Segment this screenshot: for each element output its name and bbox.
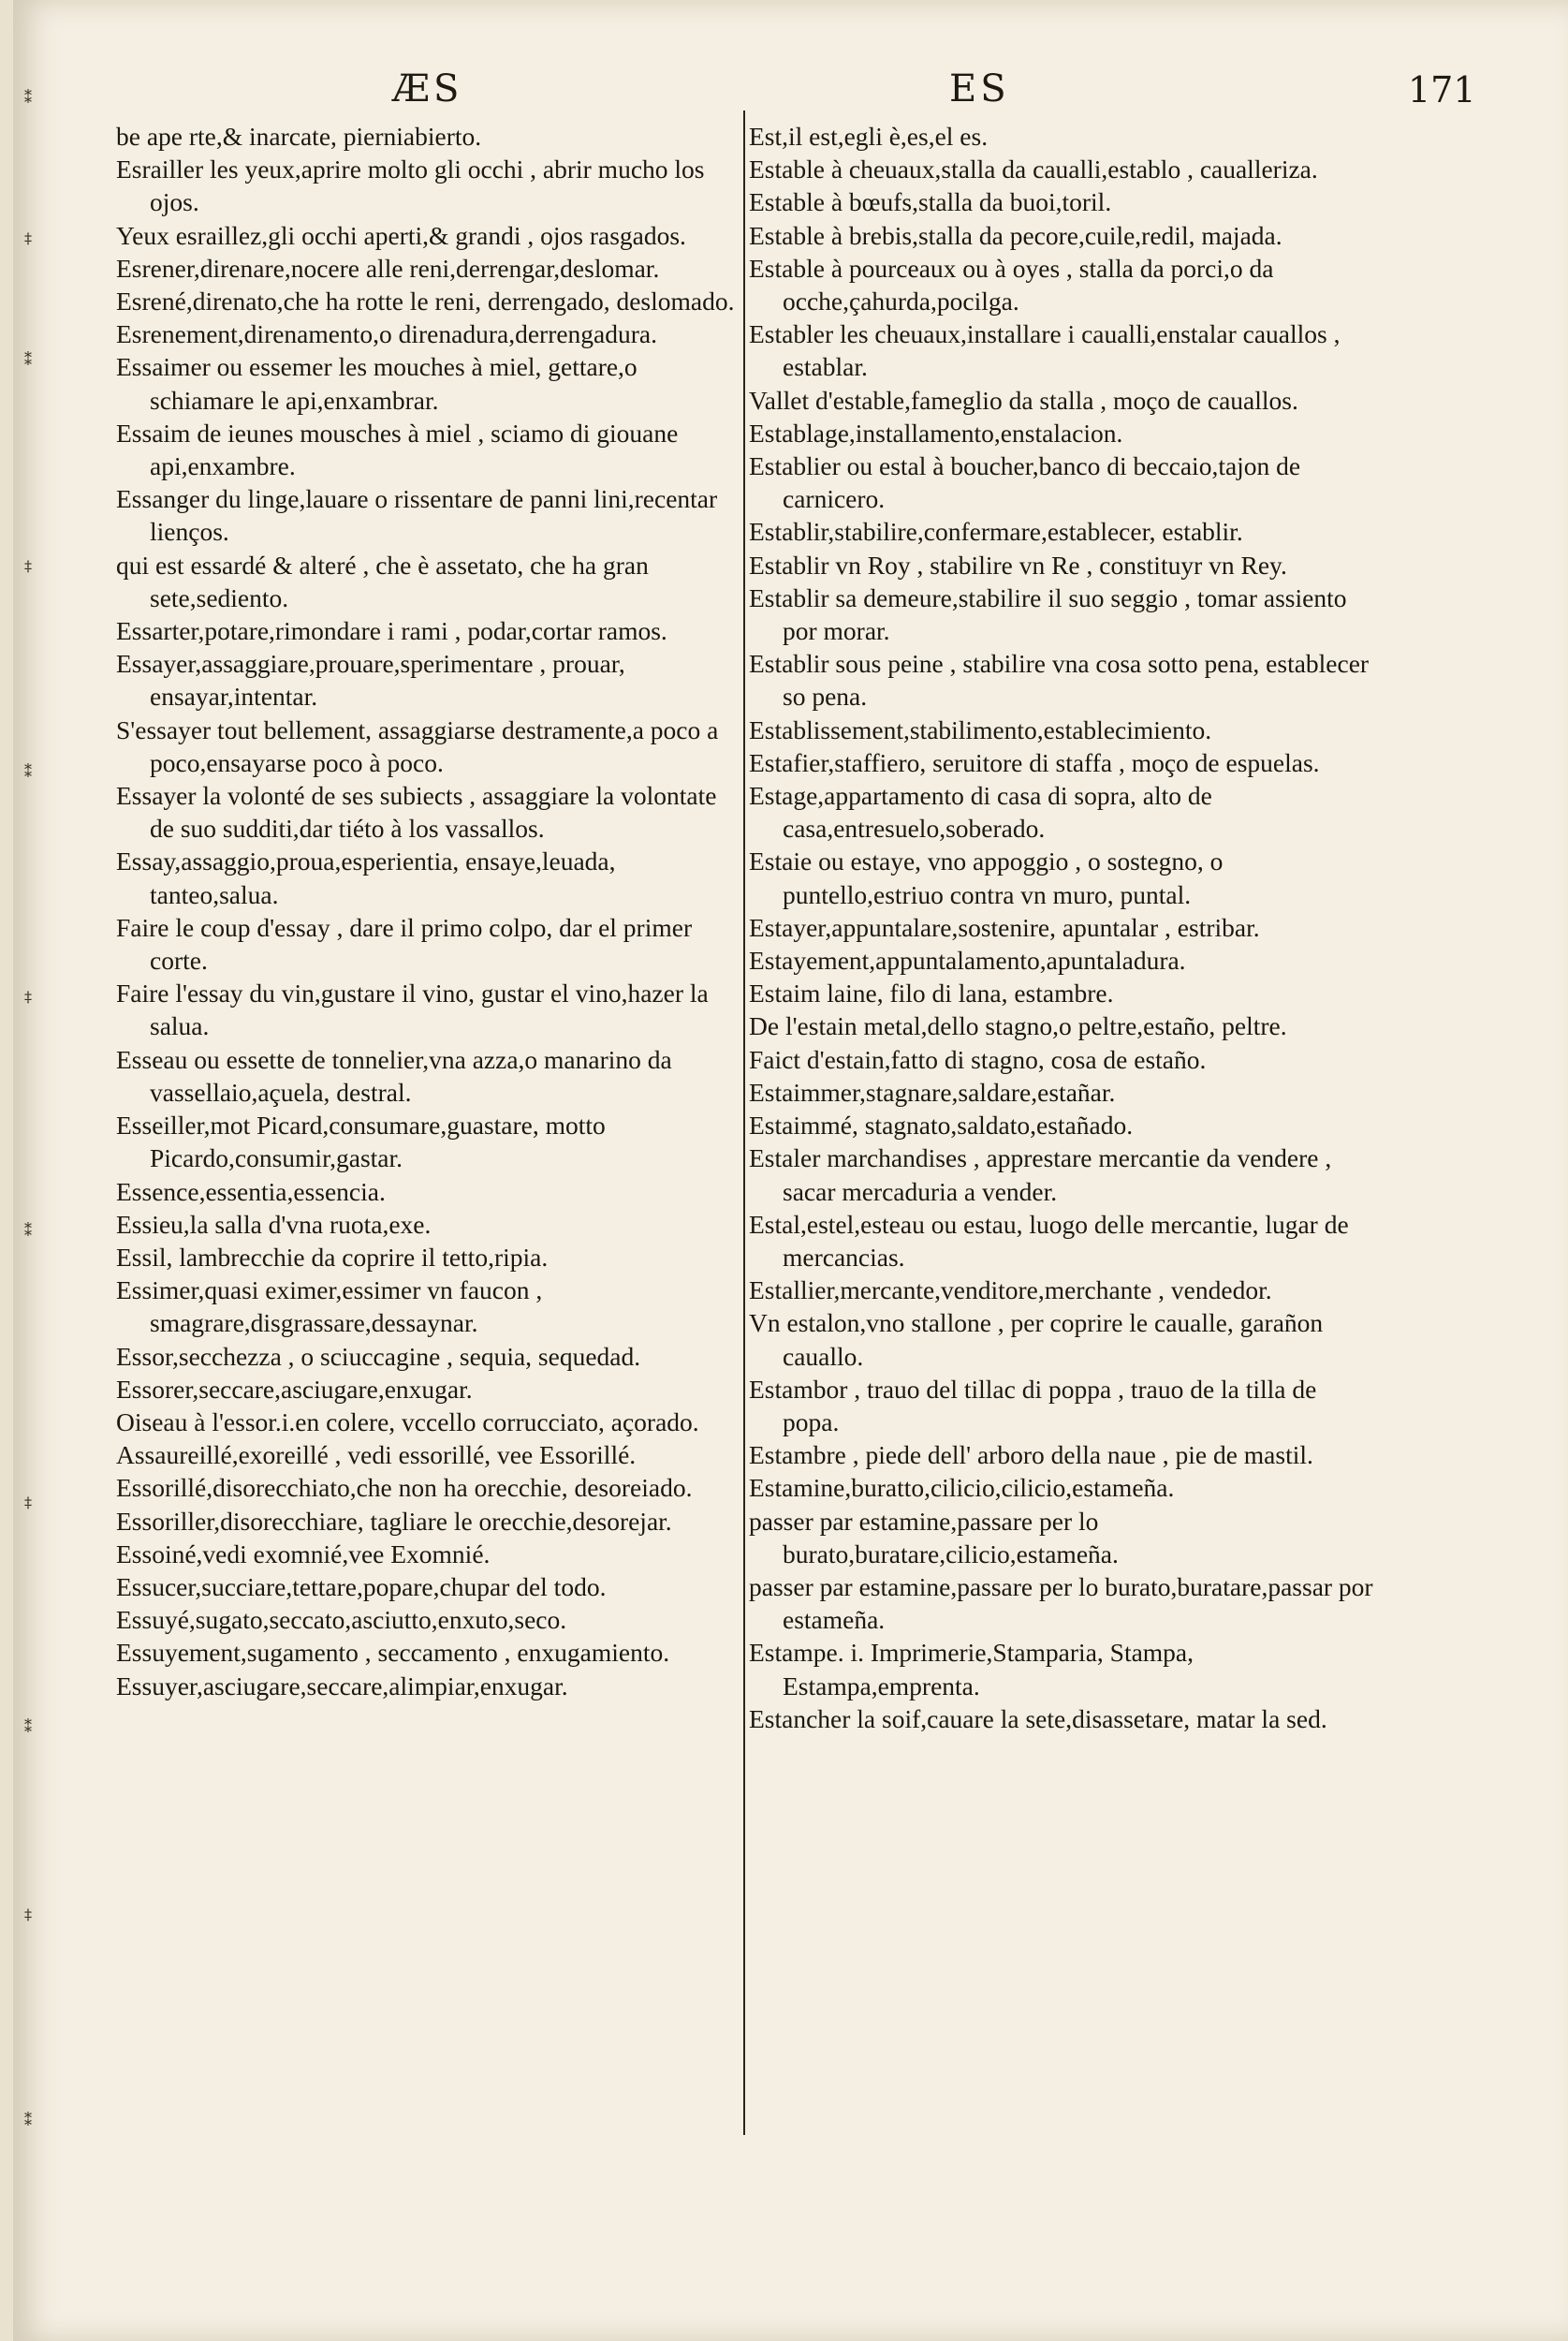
column-divider [743, 110, 745, 2135]
page-header [13, 67, 1568, 124]
dictionary-entry: Estaimmé, stagnato,saldato,estañado. [749, 1111, 1134, 1141]
dictionary-entry: Estamine,buratto,cilicio,cilicio,estameña. [749, 1473, 1175, 1503]
dictionary-entry: Estage,appartamento di casa di sopra, alto de casa,entresuelo,soberado. [749, 781, 1212, 844]
margin-mark: ⁑ [24, 1718, 32, 1736]
dictionary-entry: Establir sous peine , stabilire vna cosa sotto pena, establecer so pena. [749, 649, 1370, 712]
dictionary-entry: passer par estamine,passare per lo burato,buratare,cilicio,estameña. [749, 1506, 1119, 1568]
dictionary-page [13, 0, 1568, 2341]
dictionary-entry: Essuyé,sugato,seccato,asciutto,enxuto,seco. [116, 1605, 567, 1635]
dictionary-entry: Vallet d'estable,fameglio da stalla , moço de cauallos. [749, 385, 1298, 415]
dictionary-entry: Essucer,succiare,tettare,popare,chupar del todo. [116, 1571, 607, 1601]
dictionary-entry: Essence,essentia,essencia. [116, 1176, 386, 1206]
page-number: 171 [1408, 69, 1476, 110]
dictionary-entry: Estambor , trauo del tillac di poppa , trauo de la tilla de popa. [749, 1374, 1317, 1436]
dictionary-entry: Essorillé,disorecchiato,che non ha orecchie, desoreiado. [116, 1473, 693, 1503]
dictionary-entry: be ape rte,& inarcate, pierniabierto. [116, 122, 482, 151]
dictionary-entry: Esrener,direnare,nocere alle reni,derrengar,deslomar. [116, 253, 660, 283]
dictionary-entry: Estaim laine, filo di lana, estambre. [749, 979, 1114, 1009]
dictionary-entry: passer par estamine,passare per lo burato,buratare,passar por estameña. [749, 1571, 1373, 1635]
margin-mark: ⁑ [24, 2112, 32, 2129]
dictionary-entry: Essoriller,disorecchiare, tagliare le orecchie,desorejar. [116, 1506, 672, 1536]
dictionary-entry: Estable à cheuaux,stalla da caualli,establo , caualleriza. [749, 155, 1318, 184]
dictionary-entry: De l'estain metal,dello stagno,o peltre,estaño, peltre. [749, 1011, 1287, 1041]
dictionary-entry: Essimer,quasi eximer,essimer vn faucon , smagrare,disgrassare,dessaynar. [116, 1275, 543, 1338]
dictionary-entry: Estayer,appuntalare,sostenire, apuntalar , estribar. [749, 912, 1260, 942]
margin-mark: ‡ [24, 988, 32, 1006]
dictionary-entry: Essaim de ieunes mousches à miel , sciamo di giouane api,enxambre. [116, 418, 679, 481]
dictionary-entry: Faict d'estain,fatto di stagno, cosa de estaño. [749, 1044, 1207, 1074]
dictionary-entry: Essarter,potare,rimondare i rami , podar,cortar ramos. [116, 616, 667, 646]
dictionary-entry: Est,il est,egli è,es,el es. [749, 122, 989, 151]
dictionary-entry: Establir sa demeure,stabilire il suo seggio , tomar assiento por morar. [749, 582, 1347, 646]
dictionary-entry: Vn estalon,vno stallone , per coprire le caualle, garañon cauallo. [749, 1308, 1324, 1371]
margin-mark: ⁑ [24, 1222, 32, 1240]
dictionary-entry: Essil, lambrecchie da coprire il tetto,ripia. [116, 1242, 549, 1272]
dictionary-entry: Estallier,mercante,venditore,merchante , vendedor. [749, 1275, 1272, 1305]
dictionary-entry: Esseau ou essette de tonnelier,vna azza,o manarino da vassellaio,açuela, destral. [116, 1044, 672, 1107]
dictionary-entry: Estampe. i. Imprimerie,Stamparia, Stampa, Estampa,emprenta. [749, 1638, 1194, 1701]
dictionary-entry: Essorer,seccare,asciugare,enxugar. [116, 1374, 473, 1404]
dictionary-entry: Estaie ou estaye, vno appoggio , o sostegno, o puntello,estriuo contra vn muro, puntal. [749, 847, 1224, 909]
margin-mark: ‡ [24, 1906, 32, 1923]
right-column [749, 120, 1378, 1735]
margin-mark: ‡ [24, 229, 32, 247]
dictionary-entry: Estancher la soif,cauare la sete,disassetare, matar la sed. [749, 1703, 1327, 1733]
dictionary-entry: Estable à bœufs,stalla da buoi,toril. [749, 187, 1112, 217]
dictionary-entry: Establage,installamento,enstalacion. [749, 418, 1123, 448]
dictionary-entry: Estayement,appuntalamento,apuntaladura. [749, 946, 1186, 976]
dictionary-entry: Essayer la volonté de ses subiects , assaggiare la volontate de suo sudditi,dar tiéto à los vassallos. [116, 781, 717, 844]
dictionary-entry: Establissement,stabilimento,establecimiento. [749, 714, 1212, 744]
dictionary-entry: Esrené,direnato,che ha rotte le reni, derrengado, deslomado. [116, 287, 735, 317]
dictionary-entry: S'essayer tout bellement, assaggiarse destramente,a poco a poco,ensayarse poco à poco. [116, 714, 719, 777]
dictionary-entry: Esrenement,direnamento,o direnadura,derrengadura. [116, 319, 657, 349]
dictionary-entry: Assaureillé,exoreillé , vedi essorillé, vee Essorillé. [116, 1440, 637, 1470]
left-column [116, 120, 745, 1702]
dictionary-entry: Essieu,la salla d'vna ruota,exe. [116, 1209, 432, 1239]
dictionary-entry: Esrailler les yeux,aprire molto gli occhi , abrir mucho los ojos. [116, 155, 705, 217]
dictionary-entry: Essuyer,asciugare,seccare,alimpiar,enxugar. [116, 1671, 568, 1701]
dictionary-entry: Establir vn Roy , stabilire vn Re , constituyr vn Rey. [749, 550, 1287, 580]
dictionary-entry: Establir,stabilire,confermare,establecer, establir. [749, 517, 1243, 547]
margin-mark: ⁑ [24, 351, 32, 369]
left-running-head: ÆS [392, 67, 463, 110]
dictionary-entry: Yeux esraillez,gli occhi aperti,& grandi , ojos rasgados. [116, 220, 686, 250]
dictionary-entry: qui est essardé & alteré , che è assetato, che ha gran sete,sediento. [116, 550, 649, 612]
dictionary-entry: Faire l'essay du vin,gustare il vino, gustar el vino,hazer la salua. [116, 979, 709, 1041]
margin-mark: ⁑ [24, 763, 32, 781]
margin-mark: ‡ [24, 1494, 32, 1511]
dictionary-entry: Essay,assaggio,proua,esperientia, ensaye,leuada, tanteo,salua. [116, 847, 616, 909]
dictionary-entry: Essayer,assaggiare,prouare,sperimentare , prouar, ensayar,intentar. [116, 649, 625, 712]
dictionary-entry: Estable à pourceaux ou à oyes , stalla da porci,o da ocche,çahurda,pocilga. [749, 253, 1274, 317]
right-running-head: ES [949, 67, 1010, 110]
dictionary-entry: Essuyement,sugamento , seccamento , enxugamiento. [116, 1638, 670, 1668]
dictionary-entry: Estaler marchandises , apprestare mercantie da vendere , sacar mercaduria a vender. [749, 1143, 1332, 1206]
dictionary-entry: Estal,estel,esteau ou estau, luogo delle mercantie, lugar de mercancias. [749, 1209, 1349, 1272]
dictionary-entry: Essaimer ou essemer les mouches à miel, gettare,o schiamare le api,enxambrar. [116, 352, 637, 415]
dictionary-entry: Essor,secchezza , o sciuccagine , sequia, sequedad. [116, 1341, 641, 1371]
dictionary-entry: Estaimmer,stagnare,saldare,estañar. [749, 1077, 1116, 1107]
dictionary-entry: Establier ou estal à boucher,banco di beccaio,tajon de carnicero. [749, 451, 1301, 514]
margin-annotations [21, 75, 49, 2322]
dictionary-entry: Estambre , piede dell' arboro della naue , pie de mastil. [749, 1440, 1313, 1470]
margin-mark: ⁑ [24, 89, 32, 107]
dictionary-entry: Essoiné,vedi exomnié,vee Exomnié. [116, 1539, 491, 1568]
dictionary-entry: Oiseau à l'essor.i.en colere, vccello corrucciato, açorado. [116, 1406, 699, 1436]
dictionary-entry: Esseiller,mot Picard,consumare,guastare, motto Picardo,consumir,gastar. [116, 1111, 606, 1173]
dictionary-entry: Estafier,staffiero, seruitore di staffa , moço de espuelas. [749, 747, 1320, 777]
dictionary-entry: Estable à brebis,stalla da pecore,cuile,redil, majada. [749, 220, 1282, 250]
margin-mark: ‡ [24, 557, 32, 575]
dictionary-entry: Essanger du linge,lauare o rissentare de panni lini,recentar lienços. [116, 484, 718, 547]
dictionary-entry: Establer les cheuaux,installare i caualli,enstalar cauallos , establar. [749, 319, 1341, 382]
dictionary-entry: Faire le coup d'essay , dare il primo colpo, dar el primer corte. [116, 912, 693, 976]
